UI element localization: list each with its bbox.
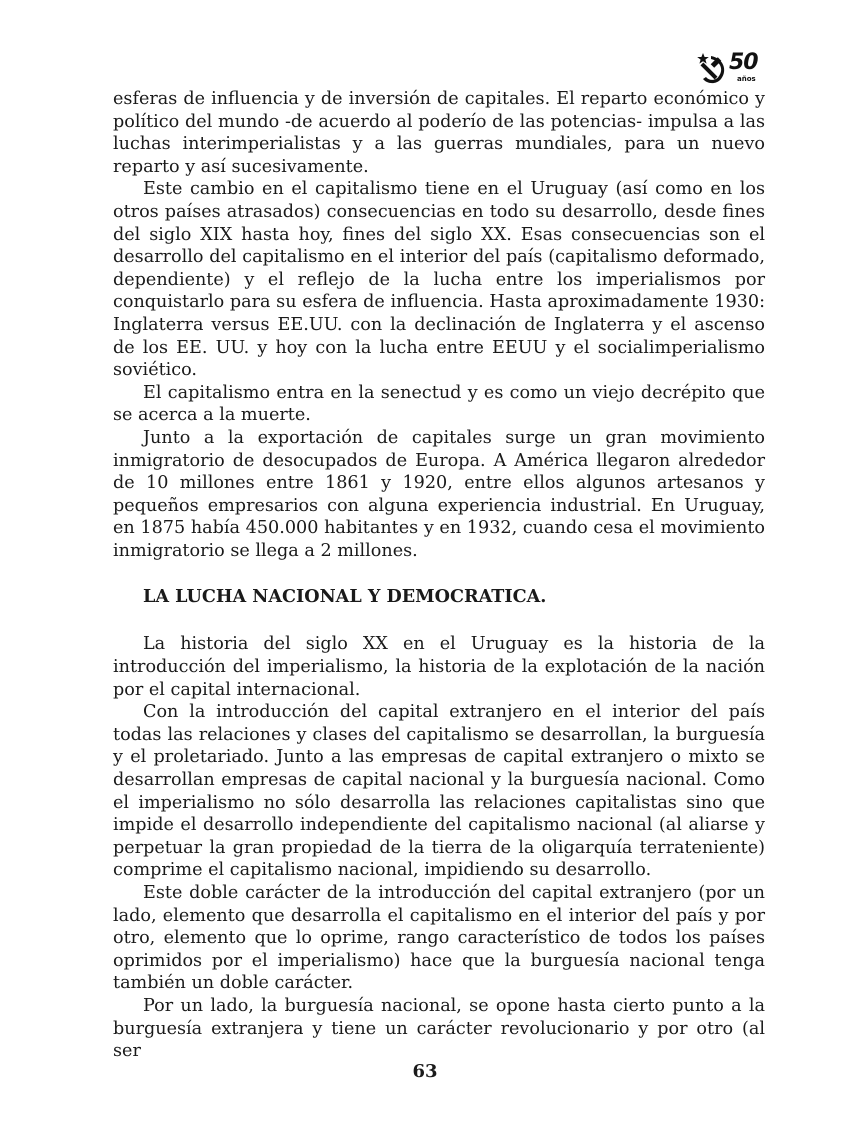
paragraph: esferas de influencia y de inversión de capitales. El reparto económico y político del mundo -de acuerdo al poderío de las potencias- impulsa a las luchas interimperialistas y a las guerras mundiales, para un nuevo reparto y así sucesivamente.	[113, 89, 765, 177]
paragraph: Por un lado, la burguesía nacional, se opone hasta cierto punto a la burguesía extranjera y tiene un carácter revolucionario y por otro (al ser	[113, 995, 765, 1062]
section-heading: LA LUCHA NACIONAL Y DEMOCRATICA.	[143, 586, 547, 608]
paragraph: Junto a la exportación de capitales surge un gran movimiento inmigratorio de desocupados de Europa. A América llegaron alrededor de 10 millones entre 1861 y 1920, entre ellos algunos artesanos y pequeños empresarios con alguna experiencia industrial. En Uruguay, en 1875 había 450.000 habitantes y en 1932, cuando cesa el movimiento inmigratorio se llega a 2 millones.	[113, 427, 765, 561]
anniversary-logo	[697, 52, 767, 88]
body-text	[113, 88, 765, 1063]
paragraph: Este cambio en el capitalismo tiene en el Uruguay (así como en los otros países atrasados) consecuencias en todo su desarrollo, desde fines del siglo XIX hasta hoy, fines del siglo XX. Esas consecuencias son el desarrollo del capitalismo en el interior del país (capitalismo deformado, dependiente) y el reflejo de la lucha entre los imperialismos por conquistarlo para su esfera de influencia. Hasta aproximadamente 1930: Inglaterra versus EE.UU. con la declinación de Inglaterra y el ascenso de los EE. UU. y hoy con la lucha entre EEUU y el socialimperialismo soviético.	[113, 179, 765, 381]
paragraph: Este doble carácter de la introducción del capital extranjero (por un lado, elemento que desarrolla el capitalismo en el interior del país y por otro, elemento que lo oprime, rango característico de todos los países oprimidos por el imperialismo) hace que la burguesía nacional tenga también un doble carácter.	[113, 883, 765, 994]
paragraph: Con la introducción del capital extranjero en el interior del país todas las relaciones y clases del capitalismo se desarrollan, la burguesía y el proletariado. Junto a las empresas de capital extranjero o mixto se desarrollan empresas de capital nacional y la burguesía nacional. Como el imperialismo no sólo desarrolla las relaciones capitalistas sino que impide el desarrollo independiente del capitalismo nacional (al aliarse y perpetuar la gran propiedad de la tierra de la oligarquía terrateniente) comprime el capitalismo nacional, impidiendo su desarrollo.	[113, 702, 765, 881]
paragraph: La historia del siglo XX en el Uruguay es la historia de la introducción del imperialismo, la historia de la explotación de la nación por el capital internacional.	[113, 634, 765, 700]
page-number: 63	[412, 1061, 438, 1082]
paragraph: El capitalismo entra en la senectud y es como un viejo decrépito que se acerca a la muerte.	[113, 382, 765, 426]
anniversary-subtitle: años	[737, 75, 756, 83]
anniversary-number: 50	[729, 50, 758, 75]
hammer-sickle-star-icon	[697, 52, 731, 86]
